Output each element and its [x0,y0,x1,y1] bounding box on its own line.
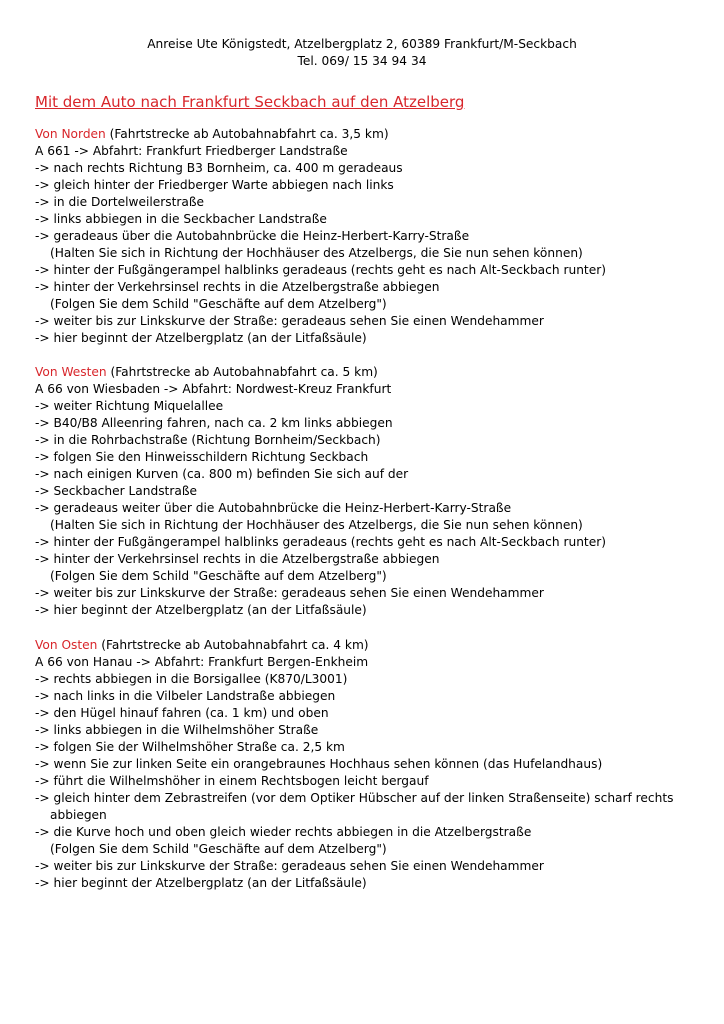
direction-note: abbiegen [50,808,107,822]
direction-line: -> folgen Sie den Hinweisschildern Richtung Seckbach [35,450,369,464]
direction-line: -> Seckbacher Landstraße [35,484,197,498]
section-east [35,637,715,892]
section-heading-distance: (Fahrtstrecke ab Autobahnabfahrt ca. 3,5 km) [105,127,389,141]
direction-line: -> den Hügel hinauf fahren (ca. 1 km) und oben [35,706,329,720]
direction-line: -> wenn Sie zur linken Seite ein orangebraunes Hochhaus sehen können (das Hufelandhaus) [35,757,603,771]
direction-line: -> die Kurve hoch und oben gleich wieder rechts abbiegen in die Atzelbergstraße [35,825,532,839]
page-header [0,36,724,70]
direction-line: -> hinter der Fußgängerampel halblinks geradeaus (rechts geht es nach Alt-Seckbach runter) [35,263,606,277]
direction-line: -> führt die Wilhelmshöher in einem Rechtsbogen leicht bergauf [35,774,429,788]
header-address: Anreise Ute Königstedt, Atzelbergplatz 2, 60389 Frankfurt/M-Seckbach [147,37,577,51]
direction-line: -> gleich hinter dem Zebrastreifen (vor dem Optiker Hübscher auf der linken Straßenseite) scharf rechts [35,791,674,805]
section-west [35,364,715,619]
direction-line: -> hinter der Fußgängerampel halblinks geradeaus (rechts geht es nach Alt-Seckbach runter) [35,535,606,549]
direction-note: (Folgen Sie dem Schild "Geschäfte auf dem Atzelberg") [50,297,387,311]
direction-line: -> weiter bis zur Linkskurve der Straße: geradeaus sehen Sie einen Wendehammer [35,586,544,600]
direction-line: -> geradeaus über die Autobahnbrücke die Heinz-Herbert-Karry-Straße [35,229,470,243]
direction-line: -> weiter Richtung Miquelallee [35,399,224,413]
direction-line: -> hinter der Verkehrsinsel rechts in die Atzelbergstraße abbiegen [35,552,440,566]
section-heading-distance: (Fahrtstrecke ab Autobahnabfahrt ca. 4 km) [97,638,369,652]
direction-line: -> nach rechts Richtung B3 Bornheim, ca. 400 m geradeaus [35,161,403,175]
direction-line: -> B40/B8 Alleenring fahren, nach ca. 2 km links abbiegen [35,416,393,430]
direction-line: -> links abbiegen in die Wilhelmshöher Straße [35,723,319,737]
direction-line: A 66 von Hanau -> Abfahrt: Frankfurt Bergen-Enkheim [35,655,369,669]
section-north [35,126,715,347]
direction-line: -> folgen Sie der Wilhelmshöher Straße ca. 2,5 km [35,740,345,754]
direction-note: (Folgen Sie dem Schild "Geschäfte auf dem Atzelberg") [50,569,387,583]
header-phone: Tel. 069/ 15 34 94 34 [297,54,427,68]
section-heading-direction: Von Westen [35,365,107,379]
direction-line: -> nach einigen Kurven (ca. 800 m) befinden Sie sich auf der [35,467,409,481]
section-heading [35,364,715,381]
direction-note: (Folgen Sie dem Schild "Geschäfte auf dem Atzelberg") [50,842,387,856]
direction-line: -> geradeaus weiter über die Autobahnbrücke die Heinz-Herbert-Karry-Straße [35,501,512,515]
section-heading-direction: Von Osten [35,638,98,652]
direction-line: -> hier beginnt der Atzelbergplatz (an der Litfaßsäule) [35,331,367,345]
direction-line: -> nach links in die Vilbeler Landstraße abbiegen [35,689,336,703]
section-heading [35,126,715,143]
page-title: Mit dem Auto nach Frankfurt Seckbach auf den Atzelberg [35,93,465,111]
direction-line: -> hier beginnt der Atzelbergplatz (an der Litfaßsäule) [35,876,367,890]
direction-line: -> in die Dortelweilerstraße [35,195,205,209]
direction-line: -> weiter bis zur Linkskurve der Straße: geradeaus sehen Sie einen Wendehammer [35,314,544,328]
direction-line: A 661 -> Abfahrt: Frankfurt Friedberger Landstraße [35,144,348,158]
direction-line: -> weiter bis zur Linkskurve der Straße: geradeaus sehen Sie einen Wendehammer [35,859,544,873]
direction-line: -> gleich hinter der Friedberger Warte abbiegen nach links [35,178,394,192]
direction-line: -> in die Rohrbachstraße (Richtung Bornheim/Seckbach) [35,433,381,447]
direction-line: -> rechts abbiegen in die Borsigallee (K870/L3001) [35,672,348,686]
direction-line: -> hier beginnt der Atzelbergplatz (an der Litfaßsäule) [35,603,367,617]
direction-line: A 66 von Wiesbaden -> Abfahrt: Nordwest-Kreuz Frankfurt [35,382,392,396]
direction-note: (Halten Sie sich in Richtung der Hochhäuser des Atzelbergs, die Sie nun sehen können) [50,246,583,260]
section-heading [35,637,715,654]
direction-line: -> links abbiegen in die Seckbacher Landstraße [35,212,327,226]
section-heading-distance: (Fahrtstrecke ab Autobahnabfahrt ca. 5 km) [106,365,378,379]
section-heading-direction: Von Norden [35,127,106,141]
direction-line: -> hinter der Verkehrsinsel rechts in die Atzelbergstraße abbiegen [35,280,440,294]
direction-note: (Halten Sie sich in Richtung der Hochhäuser des Atzelbergs, die Sie nun sehen können) [50,518,583,532]
